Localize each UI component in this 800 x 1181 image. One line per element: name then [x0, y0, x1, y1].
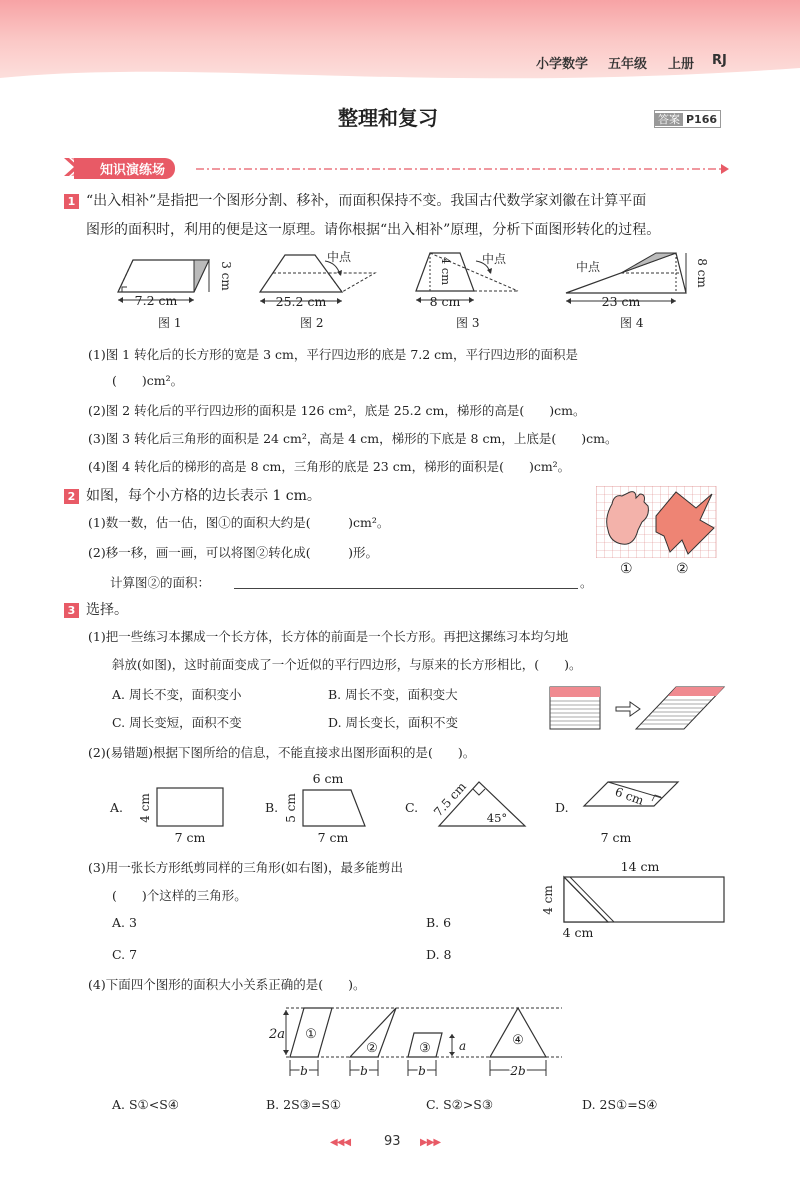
q3-s1-opt-a[interactable]: A. 周长不变，面积变小	[112, 687, 242, 702]
q3-s3-line1: (3)用一张长方形纸剪同样的三角形(如右图)，最多能剪出	[88, 860, 403, 875]
s2b-width: 7 cm	[317, 830, 349, 845]
q1-figure-4	[560, 245, 710, 310]
q3-s2-fig-c	[425, 774, 535, 834]
q3-s1-opt-d[interactable]: D. 周长变长，面积不变	[328, 715, 459, 730]
fig1-caption: 图 1	[158, 316, 182, 330]
q3-s1-line1: (1)把一些练习本摞成一个长方体，长方体的前面是一个长方形。再把这摞练习本均匀地	[88, 629, 569, 644]
fig3-height: 4 cm	[439, 256, 453, 286]
answer-label: 答案	[655, 113, 683, 126]
s3-length: 14 cm	[620, 859, 660, 874]
q2-part3-label: 计算图②的面积：	[110, 575, 211, 590]
s4-shape-4: ④	[512, 1033, 524, 1048]
answer-page: P166	[686, 113, 718, 126]
header-edition: RJ	[712, 53, 727, 68]
fig2-caption: 图 2	[300, 316, 324, 330]
page-title: 整理和复习	[338, 106, 438, 130]
s4-shape-3: ③	[419, 1041, 431, 1056]
fig4-mid: 中点	[576, 260, 601, 274]
q3-intro: 选择。	[86, 602, 128, 618]
fig3-width: 8 cm	[429, 294, 461, 309]
q1-figure-1	[108, 250, 238, 310]
s4-b-1: b	[300, 1064, 308, 1078]
fig2-width: 25.2 cm	[275, 294, 327, 309]
q3-s1-line2: 斜放(如图)，这时前面变成了一个近似的平行四边形，与原来的长方形相比，( )。	[112, 657, 582, 672]
q1-part1-line1: (1)图 1 转化后的长方形的宽是 3 cm，平行四边形的底是 7.2 cm，平行四边形的面积是	[88, 347, 579, 362]
q2-part2: (2)移一移，画一画，可以将图②转化成( )形。	[88, 545, 378, 560]
q3-s2-fig-d	[578, 774, 688, 852]
s2a-height: 4 cm	[138, 793, 152, 823]
q3-s4-opt-a[interactable]: A. S①<S④	[112, 1097, 179, 1112]
q2-number: 2	[64, 488, 79, 504]
q3-s3-line2: ( )个这样的三角形。	[112, 888, 247, 903]
q1-part1-line2: ( )cm²。	[112, 373, 184, 388]
s2b-height: 5 cm	[284, 793, 298, 823]
q3-s1-opt-b[interactable]: B. 周长不变，面积变大	[328, 687, 458, 702]
fig4-width: 23 cm	[601, 294, 641, 309]
q1-figure-3	[408, 245, 538, 310]
q3-s2-fig-a	[135, 782, 235, 846]
s3-base: 4 cm	[562, 925, 594, 940]
q3-s2-letter-b[interactable]: B.	[265, 800, 279, 815]
s4-ha: a	[459, 1039, 467, 1053]
fig1-width: 7.2 cm	[134, 293, 178, 308]
q2-part3-end: 。	[580, 575, 593, 590]
q3-s3-opt-b[interactable]: B. 6	[426, 915, 452, 930]
page-number: 93	[384, 1134, 401, 1149]
q1-intro-line2: 图形的面积时，利用的便是这一原理。请你根据“出入相补”原理，分析下面图形转化的过程。	[86, 222, 661, 238]
q3-s4-opt-d[interactable]: D. 2S①=S④	[582, 1097, 658, 1112]
q3-s4-opt-c[interactable]: C. S②>S③	[426, 1097, 494, 1112]
q3-s2-letter-c[interactable]: C.	[405, 800, 419, 815]
q2-grid-figure	[596, 486, 726, 558]
fig3-mid: 中点	[482, 252, 507, 266]
q3-s4-stem: (4)下面四个图形的面积大小关系正确的是( )。	[88, 977, 366, 992]
fig4-caption: 图 4	[620, 316, 644, 330]
q3-s3-opt-c[interactable]: C. 7	[112, 947, 138, 962]
q3-s3-opt-d[interactable]: D. 8	[426, 947, 452, 962]
s3-height: 4 cm	[541, 885, 555, 915]
footer-right-arrows-icon: ▶▶▶	[420, 1137, 441, 1148]
q3-s1-opt-c[interactable]: C. 周长变短，面积不变	[112, 715, 242, 730]
q2-answer-line[interactable]	[234, 588, 578, 589]
footer-left-arrows-icon: ◀◀◀	[330, 1137, 351, 1148]
s4-shape-2: ②	[366, 1041, 378, 1056]
q3-s3-opt-a[interactable]: A. 3	[112, 915, 137, 930]
q1-intro-line1: “出入相补”是指把一个图形分割、移补，而面积保持不变。我国古代数学家刘徽在计算平面	[86, 193, 647, 209]
s2a-width: 7 cm	[174, 830, 206, 845]
q3-s4-opt-b[interactable]: B. 2S③=S①	[266, 1097, 342, 1112]
q1-figure-2	[255, 245, 385, 310]
s4-b-4: 2b	[510, 1064, 526, 1078]
q3-s2-stem: (2)(易错题)根据下图所给的信息，不能直接求出图形面积的是( )。	[88, 745, 476, 760]
s4-b-3: b	[418, 1064, 426, 1078]
q2-fig-label-2: ②	[676, 561, 689, 577]
fig2-mid: 中点	[327, 250, 352, 264]
q3-number: 3	[64, 602, 79, 618]
header-grade: 五年级	[608, 57, 648, 72]
header-volume: 上册	[668, 57, 695, 72]
section-title: 知识演练场	[74, 158, 175, 179]
q1-part2: (2)图 2 转化后的平行四边形的面积是 126 cm²，底是 25.2 cm，梯形的高是( )cm。	[88, 403, 586, 418]
q1-part3: (3)图 3 转化后三角形的面积是 24 cm²，高是 4 cm，梯形的下底是 8 cm，上底是( )cm。	[88, 431, 618, 446]
q3-s2-fig-b	[283, 770, 383, 848]
q3-s3-figure	[540, 856, 730, 944]
q3-s1-figure	[548, 683, 726, 733]
q1-number: 1	[64, 193, 79, 209]
q2-fig-label-1: ①	[620, 561, 633, 577]
fig4-height: 8 cm	[695, 258, 709, 288]
q2-intro: 如图，每个小方格的边长表示 1 cm。	[86, 488, 321, 504]
s2c-side: 7.5 cm	[431, 779, 469, 820]
q1-part4: (4)图 4 转化后的梯形的高是 8 cm，三角形的底是 23 cm，梯形的面积是( )cm²。	[88, 459, 571, 474]
q3-s2-letter-d[interactable]: D.	[555, 800, 569, 815]
s4-shape-1: ①	[305, 1027, 317, 1042]
s2d-width: 7 cm	[600, 830, 632, 845]
fig1-height: 3 cm	[219, 261, 233, 291]
s2b-top: 6 cm	[312, 771, 344, 786]
q2-part1: (1)数一数，估一估，图①的面积大约是( )cm²。	[88, 515, 390, 530]
s2c-angle: 45°	[486, 811, 508, 825]
s2d-height: 6 cm	[613, 784, 646, 808]
answer-ref	[654, 110, 721, 128]
section-dash-line	[196, 163, 731, 175]
fig3-caption: 图 3	[456, 316, 480, 330]
q3-s4-figure	[262, 1000, 582, 1084]
s4-b-2: b	[360, 1064, 368, 1078]
header-subject: 小学数学	[536, 57, 589, 72]
s4-h2a: 2a	[268, 1027, 286, 1042]
q3-s2-letter-a[interactable]: A.	[110, 800, 124, 815]
